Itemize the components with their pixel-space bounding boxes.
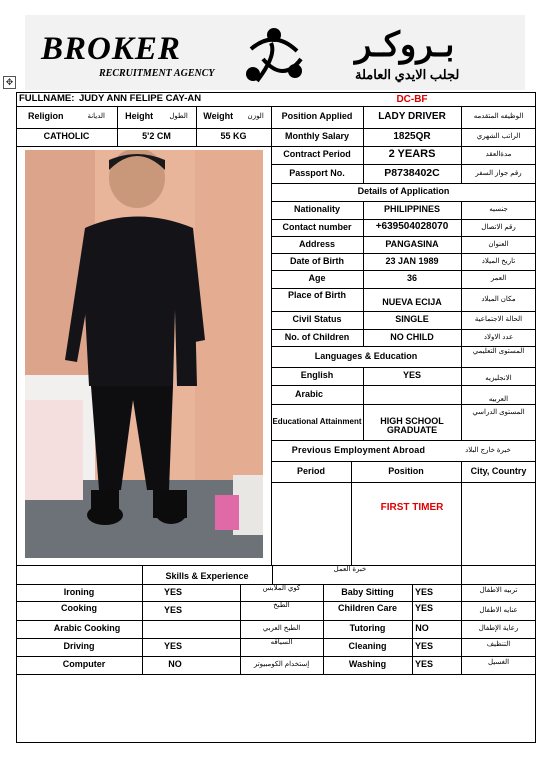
skill-arabic-cooking-arabic: الطبخ العربي xyxy=(262,625,301,633)
english-value: YES xyxy=(402,370,421,381)
arabic-label: Arabic xyxy=(294,388,323,399)
dob-label: Date of Birth xyxy=(290,255,344,266)
salary-value: 1825QR xyxy=(393,130,431,142)
skill-children-care-value: YES xyxy=(414,602,433,613)
nationality-label: Nationality xyxy=(293,204,340,215)
weight-value: 55 KG xyxy=(220,131,247,142)
skill-tutoring-label: Tutoring xyxy=(349,623,386,634)
age-value: 36 xyxy=(406,273,417,284)
height-value: 5'2 CM xyxy=(142,131,171,142)
weight-label: Weight الوزن xyxy=(203,111,264,122)
skill-driving-label: Driving xyxy=(63,641,95,652)
skill-arabic-cooking-value xyxy=(142,620,204,638)
skill-ironing-value: YES xyxy=(163,586,182,597)
skill-computer-arabic: إستخدام الكومبيوتر xyxy=(253,661,310,669)
religion-label: Religion الديانة xyxy=(27,111,105,122)
languages-title-arabic: المستوى التعليمي xyxy=(472,348,525,356)
skill-cooking-arabic: الطبخ xyxy=(273,602,290,610)
col-city-country: City, Country xyxy=(470,465,527,476)
children-label-arabic: عدد الاولاد xyxy=(483,333,514,341)
skill-tutoring-arabic: رعاية الإطفال xyxy=(478,625,519,633)
dob-label-arabic: تاريخ الميلاد xyxy=(481,257,516,265)
pob-label-arabic: مكان الميلاد xyxy=(481,295,516,303)
languages-title: Languages & Education xyxy=(314,350,418,361)
col-period: Period xyxy=(296,465,325,476)
skill-cleaning-arabic: التنظيف xyxy=(486,641,511,649)
skill-baby-sitting-value: YES xyxy=(414,586,433,597)
contact-label-arabic: رقم الاتصال xyxy=(481,223,516,231)
skill-cleaning-label: Cleaning xyxy=(348,641,387,652)
letterhead xyxy=(25,15,525,90)
skills-title: Skills & Experience xyxy=(165,571,249,582)
employment-title: Previous Employment Abroad xyxy=(291,444,426,455)
skill-arabic-cooking-label: Arabic Cooking xyxy=(53,623,121,634)
skill-baby-sitting-arabic: تربيه الاطفال xyxy=(479,587,518,595)
age-label: Age xyxy=(308,273,326,284)
position-label-arabic: الوظيفه المتقدمه xyxy=(473,113,524,121)
education-label: Educational Attainment xyxy=(272,416,362,426)
employment-title-arabic: خبرة خارج البلاد xyxy=(465,446,511,454)
height-label: Height الطول xyxy=(125,111,188,122)
skills-title-arabic: خبرة العمل xyxy=(333,566,367,574)
english-label: English xyxy=(300,370,334,381)
skill-cleaning-value: YES xyxy=(414,641,433,652)
position-value: LADY DRIVER xyxy=(378,110,446,122)
address-label: Address xyxy=(298,238,335,249)
skill-washing-arabic: الغسيل xyxy=(487,659,510,667)
broker-logo-icon xyxy=(243,25,305,87)
dob-value: 23 JAN 1989 xyxy=(385,255,439,266)
civil-status-label-arabic: الحالة الاجتماعية xyxy=(474,316,523,324)
address-value: PANGASINA xyxy=(385,238,439,249)
passport-label-arabic: رقم جواز السفر xyxy=(475,169,522,177)
fullname-label: FULLNAME: xyxy=(19,93,75,105)
applicant-photo xyxy=(25,150,263,558)
education-label-arabic: المستوى الدراسي xyxy=(472,409,525,417)
skill-tutoring-value: NO xyxy=(415,623,429,634)
pob-value: NUEVA ECIJA xyxy=(382,296,442,307)
skill-cooking-label: Cooking xyxy=(61,602,97,613)
contact-value: +639504028070 xyxy=(375,221,449,233)
col-position: Position xyxy=(388,465,424,476)
civil-status-value: SINGLE xyxy=(395,314,429,325)
passport-value: P8738402C xyxy=(384,166,440,179)
brand-subtitle: RECRUITMENT AGENCY xyxy=(99,68,215,79)
skill-ironing-label: Ironing xyxy=(63,586,95,597)
brand-name-arabic: بـروكـر xyxy=(355,26,455,64)
skill-baby-sitting-label: Baby Sitting xyxy=(341,586,394,597)
position-label: Position Applied xyxy=(281,111,353,122)
skill-driving-arabic: السياقه xyxy=(270,639,293,647)
skill-washing-value: YES xyxy=(414,659,433,670)
skill-children-care-label: Children Care xyxy=(337,602,397,613)
table-move-handle[interactable]: ✥ xyxy=(3,76,16,89)
skill-children-care-arabic: عنايه الاطفال xyxy=(479,606,518,614)
pob-label: Place of Birth xyxy=(287,290,346,301)
skill-computer-value: NO xyxy=(168,659,182,670)
contract-label: Contract Period xyxy=(283,149,351,160)
religion-value: CATHOLIC xyxy=(43,131,90,142)
fullname-value: JUDY ANN FELIPE CAY-AN xyxy=(79,93,202,105)
applicant-code: DC-BF xyxy=(396,93,428,105)
brand-subtitle-arabic: لجلب الايدي العاملة xyxy=(355,67,460,82)
children-value: NO CHILD xyxy=(390,331,434,342)
contact-label: Contact number xyxy=(282,221,352,232)
skill-ironing-arabic: كوي الملابس xyxy=(262,585,301,593)
skill-computer-label: Computer xyxy=(62,659,106,670)
contract-value: 2 YEARS xyxy=(388,148,436,161)
nationality-label-arabic: جنسيه xyxy=(489,206,508,214)
passport-label: Passport No. xyxy=(289,167,345,178)
english-label-arabic: الانجليزيه xyxy=(485,375,512,383)
arabic-label-arabic: العربيه xyxy=(488,396,509,404)
civil-status-label: Civil Status xyxy=(292,314,342,325)
education-value: HIGH SCHOOL GRADUATE xyxy=(380,415,444,435)
nationality-value: PHILIPPINES xyxy=(383,204,440,215)
contract-label-arabic: مدةالعقد xyxy=(485,151,512,159)
brand-name: BROKER xyxy=(41,31,181,67)
skill-driving-value: YES xyxy=(163,641,182,652)
address-label-arabic: العنوان xyxy=(488,240,509,248)
age-label-arabic: العمر xyxy=(490,275,507,283)
arabic-value xyxy=(363,385,461,404)
salary-label-arabic: الراتب الشهري xyxy=(476,133,521,141)
skill-cooking-value: YES xyxy=(163,604,182,615)
salary-label: Monthly Salary xyxy=(284,131,349,142)
children-label: No. of Children xyxy=(284,331,350,342)
employment-first-timer: FIRST TIMER xyxy=(380,501,444,513)
skill-washing-label: Washing xyxy=(348,659,387,670)
details-title: Details of Application xyxy=(357,186,450,197)
blank-notes-area xyxy=(17,675,535,742)
